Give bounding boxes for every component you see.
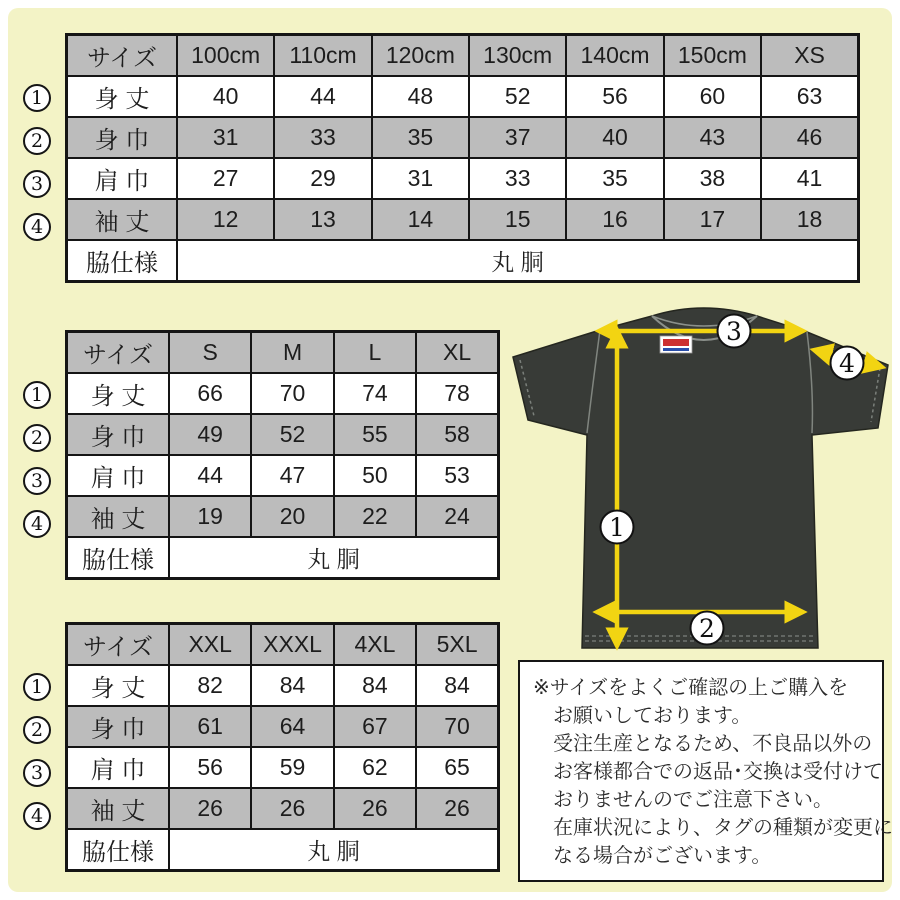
value-cell: 84	[334, 665, 416, 706]
row-label-cell: 身 巾	[67, 706, 170, 747]
value-cell: 55	[334, 414, 416, 455]
note-line: おりませんのでご注意下さい。	[553, 789, 833, 811]
side-spec-value-cell: 丸 胴	[169, 537, 499, 579]
diagram-circle-2	[691, 612, 724, 645]
row-label-cell: 身 巾	[67, 414, 170, 455]
value-cell: 84	[251, 665, 333, 706]
value-cell: 27	[177, 158, 274, 199]
diagram-circle-3	[718, 315, 751, 348]
circled-2: 2	[23, 716, 51, 744]
value-cell: 47	[251, 455, 333, 496]
circled-3: 3	[23, 170, 51, 198]
table-footer-row	[67, 240, 859, 282]
diagram-circle-4	[831, 347, 864, 380]
table-row	[67, 76, 859, 117]
value-cell: 43	[664, 117, 761, 158]
row-label-cell: 袖 丈	[67, 199, 178, 240]
size-col-header: XL	[416, 332, 498, 374]
value-cell: 52	[251, 414, 333, 455]
svg-text:1: 1	[609, 513, 625, 542]
row-label-cell: 肩 巾	[67, 747, 170, 788]
row-label-cell: 袖 丈	[67, 496, 170, 537]
value-cell: 63	[761, 76, 858, 117]
note-line: 受注生産となるため、不良品以外の	[553, 733, 873, 755]
value-cell: 26	[169, 788, 251, 829]
table-row	[67, 158, 859, 199]
brand-tag	[660, 336, 692, 353]
value-cell: 70	[416, 706, 498, 747]
circled-1: 1	[23, 673, 51, 701]
size-header-cell: サイズ	[67, 332, 170, 374]
value-cell: 44	[274, 76, 371, 117]
diagram-circle-1	[601, 511, 634, 544]
value-cell: 84	[416, 665, 498, 706]
value-cell: 52	[469, 76, 566, 117]
size-col-header: 110cm	[274, 35, 371, 77]
value-cell: 56	[169, 747, 251, 788]
table-row	[67, 747, 499, 788]
side-spec-label-cell: 脇仕様	[67, 829, 170, 871]
circled-3: 3	[23, 759, 51, 787]
size-table-kids	[65, 33, 860, 283]
size-col-header: S	[169, 332, 251, 374]
value-cell: 12	[177, 199, 274, 240]
row-label-cell: 身 丈	[67, 373, 170, 414]
size-table-adult	[65, 330, 500, 580]
table-row	[67, 665, 499, 706]
row-label-cell: 肩 巾	[67, 158, 178, 199]
value-cell: 35	[566, 158, 663, 199]
value-cell: 40	[566, 117, 663, 158]
circled-3: 3	[23, 467, 51, 495]
value-cell: 35	[372, 117, 469, 158]
svg-text:3: 3	[726, 317, 742, 346]
value-cell: 49	[169, 414, 251, 455]
size-col-header: XS	[761, 35, 858, 77]
size-col-header: 140cm	[566, 35, 663, 77]
value-cell: 31	[372, 158, 469, 199]
value-cell: 26	[416, 788, 498, 829]
value-cell: 59	[251, 747, 333, 788]
value-cell: 26	[251, 788, 333, 829]
circled-4: 4	[23, 510, 51, 538]
svg-text:2: 2	[699, 614, 715, 643]
size-col-header: XXL	[169, 624, 251, 666]
svg-text:4: 4	[839, 349, 855, 378]
value-cell: 50	[334, 455, 416, 496]
value-cell: 66	[169, 373, 251, 414]
tshirt-measurement-diagram	[500, 300, 890, 668]
row-number-circles-kids	[23, 84, 51, 241]
table-row	[67, 496, 499, 537]
value-cell: 15	[469, 199, 566, 240]
value-cell: 26	[334, 788, 416, 829]
value-cell: 16	[566, 199, 663, 240]
table-row	[67, 199, 859, 240]
circled-4: 4	[23, 802, 51, 830]
table-footer-row	[67, 537, 499, 579]
value-cell: 29	[274, 158, 371, 199]
value-cell: 20	[251, 496, 333, 537]
size-col-header: L	[334, 332, 416, 374]
value-cell: 31	[177, 117, 274, 158]
value-cell: 41	[761, 158, 858, 199]
value-cell: 22	[334, 496, 416, 537]
row-number-circles-adult	[23, 381, 51, 538]
value-cell: 56	[566, 76, 663, 117]
value-cell: 78	[416, 373, 498, 414]
note-line: ※サイズをよくご確認の上ご購入を	[533, 677, 849, 699]
value-cell: 37	[469, 117, 566, 158]
value-cell: 82	[169, 665, 251, 706]
note-line: なる場合がございます。	[553, 845, 772, 867]
table-row	[67, 788, 499, 829]
size-table-big	[65, 622, 500, 872]
table-row	[67, 117, 859, 158]
size-col-header: 100cm	[177, 35, 274, 77]
value-cell: 64	[251, 706, 333, 747]
row-label-cell: 袖 丈	[67, 788, 170, 829]
value-cell: 33	[469, 158, 566, 199]
value-cell: 44	[169, 455, 251, 496]
table-row	[67, 706, 499, 747]
value-cell: 67	[334, 706, 416, 747]
size-col-header: 130cm	[469, 35, 566, 77]
value-cell: 40	[177, 76, 274, 117]
note-line: お客様都合での返品･交換は受付けて	[553, 761, 883, 783]
value-cell: 61	[169, 706, 251, 747]
value-cell: 46	[761, 117, 858, 158]
size-header-cell: サイズ	[67, 35, 178, 77]
circled-4: 4	[23, 213, 51, 241]
value-cell: 53	[416, 455, 498, 496]
value-cell: 65	[416, 747, 498, 788]
value-cell: 60	[664, 76, 761, 117]
value-cell: 19	[169, 496, 251, 537]
size-col-header: 120cm	[372, 35, 469, 77]
value-cell: 17	[664, 199, 761, 240]
size-col-header: 4XL	[334, 624, 416, 666]
table-footer-row	[67, 829, 499, 871]
value-cell: 18	[761, 199, 858, 240]
note-line: お願いしております。	[553, 705, 752, 727]
size-col-header: 150cm	[664, 35, 761, 77]
circled-1: 1	[23, 84, 51, 112]
value-cell: 13	[274, 199, 371, 240]
table-row	[67, 455, 499, 496]
value-cell: 62	[334, 747, 416, 788]
value-cell: 14	[372, 199, 469, 240]
table-row	[67, 414, 499, 455]
note-line: 在庫状況により、タグの種類が変更に	[553, 817, 893, 839]
row-label-cell: 身 巾	[67, 117, 178, 158]
row-label-cell: 身 丈	[67, 665, 170, 706]
value-cell: 58	[416, 414, 498, 455]
circled-2: 2	[23, 424, 51, 452]
value-cell: 48	[372, 76, 469, 117]
size-col-header: 5XL	[416, 624, 498, 666]
value-cell: 24	[416, 496, 498, 537]
value-cell: 38	[664, 158, 761, 199]
purchase-note-box	[518, 660, 893, 882]
side-spec-label-cell: 脇仕様	[67, 537, 170, 579]
value-cell: 33	[274, 117, 371, 158]
chart-background	[8, 8, 892, 892]
row-number-circles-big	[23, 673, 51, 830]
row-label-cell: 身 丈	[67, 76, 178, 117]
size-col-header: M	[251, 332, 333, 374]
row-label-cell: 肩 巾	[67, 455, 170, 496]
side-spec-value-cell: 丸 胴	[177, 240, 859, 282]
size-col-header: XXXL	[251, 624, 333, 666]
size-header-cell: サイズ	[67, 624, 170, 666]
value-cell: 74	[334, 373, 416, 414]
value-cell: 70	[251, 373, 333, 414]
side-spec-label-cell: 脇仕様	[67, 240, 178, 282]
side-spec-value-cell: 丸 胴	[169, 829, 499, 871]
circled-1: 1	[23, 381, 51, 409]
circled-2: 2	[23, 127, 51, 155]
table-row	[67, 373, 499, 414]
